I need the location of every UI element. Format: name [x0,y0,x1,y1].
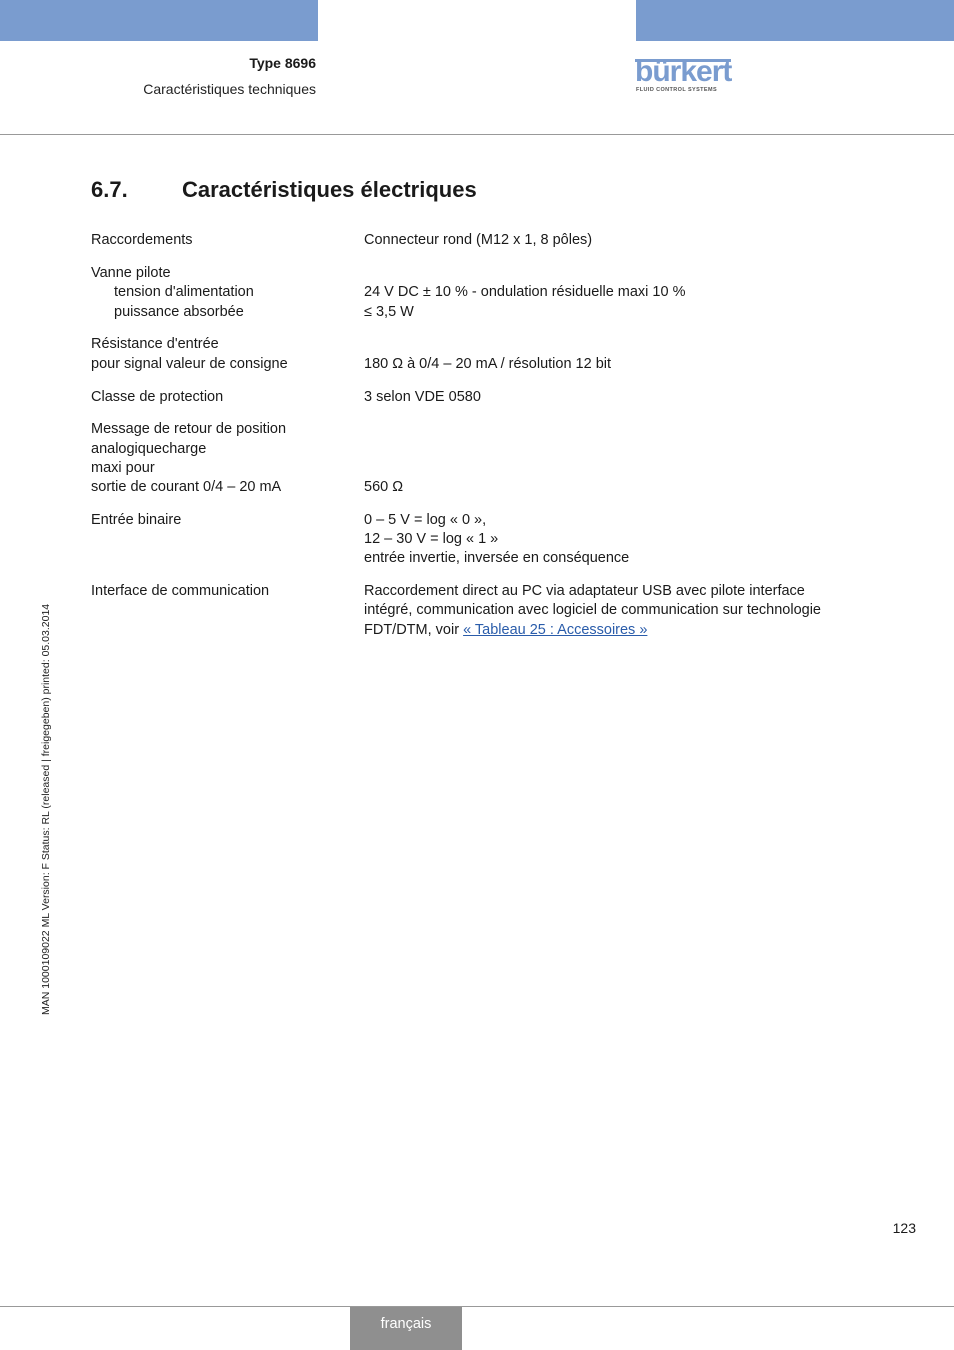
spec-value-interface-2: intégré, communication avec logiciel de communication sur technologie [364,602,821,618]
spec-label-message-3: maxi pour [91,460,155,476]
spec-value-tension: 24 V DC ± 10 % - ondulation résiduelle maxi 10 % [364,284,686,300]
spec-label-message-1: Message de retour de position [91,421,287,437]
header-bar-right [636,0,954,41]
spec-value-resistance: 180 Ω à 0/4 – 20 mA / résolution 12 bit [364,356,612,372]
language-tab: français [350,1307,462,1350]
spec-label-resistance-sub: pour signal valeur de consigne [91,356,288,372]
accessories-table-link[interactable]: « Tableau 25 : Accessoires » [463,622,648,638]
spec-label-message-2: analogiquecharge [91,441,207,457]
logo-wordmark: bürkert [635,55,732,88]
burkert-logo [635,57,745,97]
header-divider [0,134,954,135]
spec-value-message: 560 Ω [364,479,404,495]
spec-value-classe: 3 selon VDE 0580 [364,389,481,405]
document-type: Type 8696 [249,55,316,71]
spec-value-interface-3 [364,621,647,641]
spec-value-entree-3: entrée invertie, inversée en conséquence [364,550,630,566]
spec-label-message-4: sortie de courant 0/4 – 20 mA [91,479,282,495]
spec-value-entree-1: 0 – 5 V = log « 0 », [364,512,487,528]
spec-value-interface-1: Raccordement direct au PC via adaptateur USB avec pilote interface [364,583,805,599]
logo-tagline: FLUID CONTROL SYSTEMS [636,87,718,93]
section-number: 6.7. [91,177,128,202]
spec-value-raccordements: Connecteur rond (M12 x 1, 8 pôles) [364,232,593,248]
spec-value-entree-2: 12 – 30 V = log « 1 » [364,531,499,547]
spec-label-vanne-pilote: Vanne pilote [91,265,171,281]
spec-label-tension: tension d'alimentation [114,284,254,300]
spec-label-raccordements: Raccordements [91,232,193,248]
spec-value-puissance: ≤ 3,5 W [364,304,414,320]
interface-prefix: FDT/DTM, voir [364,622,464,638]
header-bar-left [0,0,318,41]
document-subtitle: Caractéristiques techniques [143,81,316,97]
footer-divider [0,1306,954,1307]
spec-label-resistance: Résistance d'entrée [91,336,219,352]
spec-label-interface: Interface de communication [91,583,270,599]
section-title: Caractéristiques électriques [182,177,477,202]
document-metadata-sidebar: MAN 1000109022 ML Version: F Status: RL (released | freigegeben) printed: 05.03.2014 [40,603,52,1015]
spec-label-entree-binaire: Entrée binaire [91,512,182,528]
page-number: 123 [892,1220,916,1236]
spec-label-classe: Classe de protection [91,389,224,405]
spec-label-puissance: puissance absorbée [114,304,244,320]
